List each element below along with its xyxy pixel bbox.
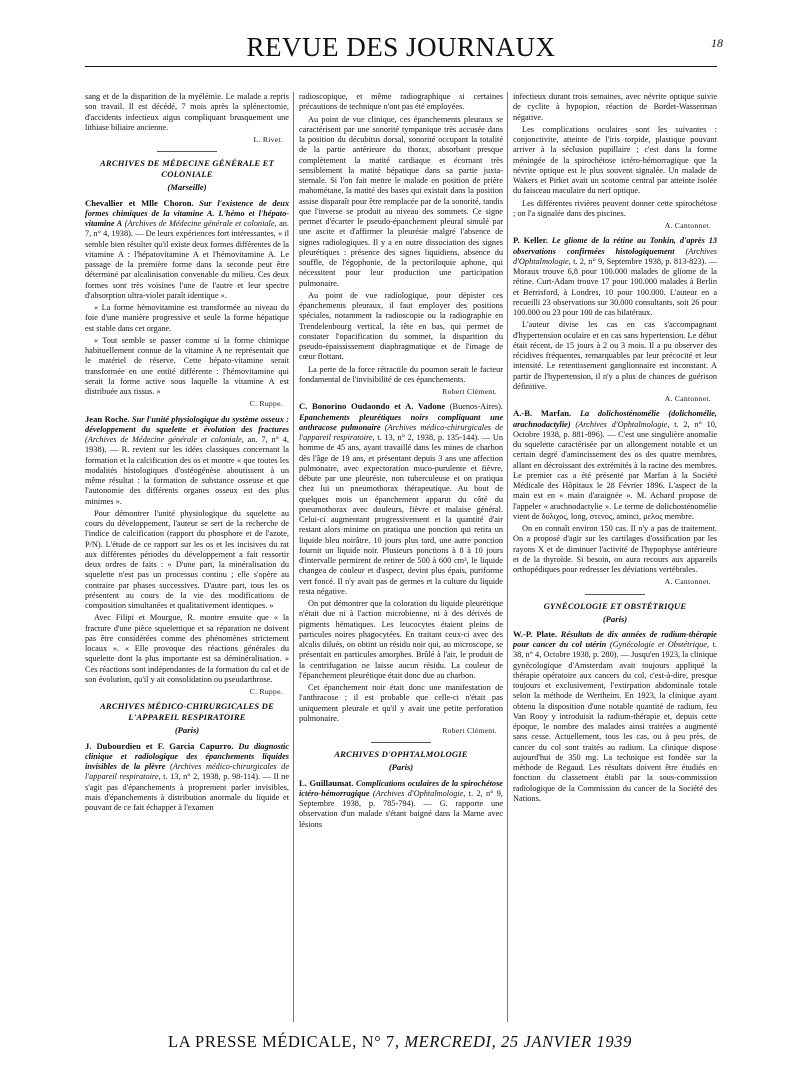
- article-reference: (Archives d'Ophtalmologie,: [575, 419, 670, 429]
- article-authors: Chevallier et Mlle Choron.: [85, 197, 194, 208]
- article-text: De leurs expériences fort intéressantes, « il semble bien résulter qu'il existe deux formes différentes de la vitamine A : l'hépatovitamine A et l'hémovitamine A. Le passage de la première forme dans la seconde peut être déterminé par alcalinisation convenable du milieu. Ces deux formes sont très voisines l'une de l'autre et leur spectre d'absorption ultra-violet paraît identique ».: [85, 229, 289, 300]
- article-title: Le gliome de la rétine au Tonkin, d'après 13 observations confirmées histologiquement: [513, 236, 717, 256]
- signature: L. Rivet.: [253, 135, 283, 144]
- article-reference-number: t. 2, n° 9, Septembre 1938, p. 813-823). —: [573, 256, 717, 266]
- paragraph: « La forme hémovitamine est transformée au niveau du foie d'une manière progressive et seule la forme hépatique est stable dans cet organe.: [85, 303, 289, 333]
- article-title: Sur l'existence de deux formes chimiques de la vitamine A. L'hémo et l'hépato-vitamine A: [85, 198, 289, 228]
- article-abstract: [85, 414, 289, 507]
- article-reference: (Archives d'Ophtalmologie,: [513, 246, 717, 266]
- paragraph: On en connaît environ 150 cas. Il n'y a pas de traitement. On a proposé d'agir sur les cartilages d'ossification par les rayons X et de diminuer l'activité de l'hypophyse antérieure et de la thyroïde. Si besoin, on aura recours aux appareils orthopédiques pour redresser les déviations vertébrales.: [513, 524, 717, 574]
- signature: C. Ruppe.: [249, 687, 283, 696]
- article-columns: [85, 92, 717, 1024]
- article-abstract: [513, 629, 717, 804]
- footer-date: MERCREDI, 25 JANVIER 1939: [404, 1032, 632, 1051]
- column-left: [85, 92, 289, 1024]
- paragraph: sang et de la disparition de la myélémie. Le malade a repris son travail. Il est décédé, 7 mois après la splénectomie, d'accidents infectieux aigus compliquant brusquement une lithiase biliaire ancienne.: [85, 92, 289, 132]
- article-text: Il ne s'agit pas d'épanchements à proprement parler invisibles, mais d'épanchements à distribution anormale du liquide et pouvant de ce fait échapper à l'examen: [85, 772, 289, 812]
- separator-rule: [585, 594, 645, 595]
- article-reference: (Gynécologie et Obstétrique,: [609, 640, 709, 649]
- paragraph: radioscopique, et même radiographique si certaines précautions de technique n'ont pas été employées.: [299, 92, 503, 112]
- article-text: Jusqu'en 1923, la clinique gynécologique d'Amsterdam avait toujours appliqué la thérapie opératoire aux cancers du col, c'est-à-dire, presque toujours et exclusivement, l'extirpation abdominale totale selon la méthode de Wertheim. En 1923, la clinique ayant obtenu la disposition d'une notable quantité de radium, feu Van Rooy y introduisit la radium-thérapie et, depuis cette époque, le nombre des malades ainsi traitées a augmenté sans cesse. Actuellement, tous les cas, ou à peu près, de cancer du col sont traités au radium. La clinique dispose aujourd'hui de 350 mg. La technique est fondée sur la méthode de Regaud. Les résultats doivent être étudiés en fonction du classement établi par la sous-commission radiologique de la Commission du cancer de la Société des Nations.: [513, 650, 717, 803]
- article-reference-number: an. 7, n° 4, 1938). —: [85, 219, 289, 239]
- article-title: Du diagnostic clinique et radiologique des épanchements liquides invisibles de la plèvre: [85, 741, 289, 771]
- signature: C. Ruppe.: [249, 399, 283, 409]
- paragraph: infectieux durant trois semaines, avec névrite optique suivie de cyclite à hypopion, réaction de Bordet-Wasserman négative.: [513, 92, 717, 122]
- article-abstract: [85, 741, 289, 814]
- journal-city: (Paris): [174, 725, 200, 736]
- article-title: Résultats de dix années de radium-thérapie pour cancer du col utérin: [513, 629, 717, 649]
- paragraph: On put démontrer que la coloration du liquide pleurétique n'était due ni à l'action microbienne, ni à des dérivés de pigments hématiques. Les leucocytes étaient pleins de particules noires phagocytées. En traitant ceux-ci avec des alcalis dilués, on obtint un résidu noir qui, au microscope, se présentait en particules amorphes. Brûlé à l'air, le produit de la centrifugation ne laisse aucun résidu. La couleur de l'épanchement pleurétique était donc due au charbon.: [299, 599, 503, 680]
- journal-city: (Paris): [602, 613, 628, 624]
- column-middle: [299, 92, 503, 1024]
- separator-rule: [371, 742, 431, 743]
- article-authors: J. Dubourdieu et F. Garcia Capurro.: [85, 740, 234, 751]
- article-authors: W.-P. Plate.: [513, 628, 558, 639]
- journal-heading: ARCHIVES DE MÉDECINE GÉNÉRALE ET COLONIALE: [99, 158, 275, 180]
- article-reference: (Archives d'Ophtalmologie,: [372, 788, 466, 798]
- article-abstract: [299, 401, 503, 597]
- journal-city: (Paris): [388, 762, 414, 773]
- paragraph: L'auteur divise les cas en cas s'accompagnant d'hypertension oculaire et en cas sans hypertension. Le début était récent, de 15 jours à 2 ou 3 mois. Il a pu observer des récidives fréquentes, remarquables par leur précocité et leur intensité. Le retentissement ganglionnaire est inconstant. A partir de l'hypertension, il n'y a plus de chances de guérison définitive.: [513, 320, 717, 391]
- article-reference-number: t. 13, n° 2, 1938, p. 98-114). —: [163, 772, 271, 782]
- paragraph: Cet épanchement noir était donc une manifestation de l'anthracose ; il est probable que celle-ci n'était pas uniquement pleurale et qu'il y avait une petite perforation pulmonaire.: [299, 683, 503, 723]
- article-authors: Jean Roche.: [85, 413, 130, 424]
- paragraph: « Tout semble se passer comme si la forme chimique habituellement connue de la vitamine A ne représentait que le matériel de réserve. Cette hépato-vitamine serait transformée en une entité différente : l'hémovitamine qui serait la forme active sous laquelle la vitamine A est distribuée aux tissus. »: [85, 335, 289, 396]
- page-header: [85, 30, 723, 67]
- signature: A. Cantonnet.: [664, 394, 711, 403]
- signature: Robert Clément.: [442, 726, 497, 735]
- signature: Robert Clément.: [442, 387, 497, 396]
- article-text: C'est une singulière anomalie du squelette caractérisée par un allongement notable et un certain degré d'amincissement des os des quatre membres, allant en décroissant des extrémités à la racine des membres. Le premier cas a été présenté par Marfan à la Société Médicale des Hôpitaux le 28 Février 1896. L'aspect de la main est en « main d'araignée ». M. Achard propose de l'appeler « arachnodactylie ». Le terme de dolichosténomélie vient de δολιχος, long, στενος, aminci, μελος membre.: [513, 429, 717, 521]
- paragraph: Avec Filipi et Mourgue, R. montre ensuite que « la fracture d'une pièce squelettique et sa réparation ne doivent pas être considérées comme des phénomènes strictement locaux ». « Elle provoque des réactions générales du squelette dont la plus importante est sa déminéralisation. » Ces réactions sont indépendantes de la formation du cal et de son évolution, qu'il y ait consolidation ou pseudarthrose.: [85, 613, 289, 684]
- page-footer: [110, 1030, 690, 1054]
- running-title: REVUE DES JOURNAUX: [246, 32, 556, 62]
- article-reference-number: t. 13, n° 2, 1938, p. 135-144). —: [377, 433, 491, 442]
- page-number: 18: [711, 36, 723, 50]
- paragraph: Au point de vue radiologique, pour dépister ces épanchements pleuraux, il faut employer des positions spéciales, notamment la radioscopie ou la radiographie en Trendelenbourg vertical, la tête en bas, qui permet de constater l'opacification du sommet, la disparition du pseudo-épaississement diaphragmatique et de l'image de cœur flottant.: [299, 290, 503, 362]
- article-reference: (Archives médico-chirurgicales de l'appareil respiratoire,: [299, 422, 503, 442]
- article-reference: (Archives de Médecine générale et coloniale,: [124, 219, 277, 228]
- paragraph: Les différentes rivières peuvent donner cette spirochétose ; on l'a signalée dans des piscines.: [513, 198, 717, 218]
- paragraph: Au point de vue clinique, ces épanchements pleuraux se caractérisent par une sonorité tympanique très accusée dans la position du décubitus dorsal, sonorité occupant la totalité de la partie antérieure du thorax, absorbant presque complètement la matité cardiaque et écornant très sensiblement la matité hépatique dans sa partie juxta-sternale. Si l'on fait mettre le malade en position de prière mahométane, la matité des bases qui existait dans la position assise disparaît pour être remplacée par de la sonorité, tandis que l'inverse se produit au niveau des sommets. Ce signe permet d'écarter le pseudo-épanchement pleural simulé par une ascite et d'affirmer la pleurésie malgré l'absence de signes radiologiques. Il y a en outre dissociation des signes pleurétiques : présence des signes liquidiens, absence du souffle, de l'égophonie, de la pectoriloquie aphone, qui nécessitent pour leur production une participation pulmonaire.: [299, 114, 503, 288]
- article-reference: (Archives de Médecine générale et coloniale,: [85, 435, 244, 444]
- footer-journal: LA PRESSE MÉDICALE, N° 7,: [168, 1032, 400, 1051]
- article-text: G. rapporte une observation d'un malade s'étant baigné dans la Marne avec lésions: [299, 799, 503, 829]
- article-authors: A.-B. Marfan.: [513, 408, 572, 419]
- article-abstract: [299, 778, 503, 830]
- separator-rule: [157, 151, 217, 152]
- article-abstract: [513, 235, 717, 318]
- signature: A. Cantonnet.: [664, 221, 711, 230]
- signature: A. Cantonnet.: [664, 577, 711, 587]
- article-text: Moraux trouve 6,8 pour 100.000 malades de gliome de la rétine. Curt-Adam trouve 17 pour 100.000 malades à Berlin et Berrisford, à Londres, 10 pour 100.000. L'auteur en a recueilli 23 observations sur 30.000 consultants, soit 26 pour 100.000 ou 23 pour 100 de cas bilatéraux.: [513, 267, 717, 317]
- article-authors: C. Bonorino Oudaondo et A. Vadone: [299, 401, 446, 412]
- paragraph: Pour démontrer l'unité physiologique du squelette au cours du développement, l'auteur se sert de la recherche de l'indice de calcification (rapport du phosphore et de l'azote, P/N). L'étude de ce rapport sur les os et les incisives du rat aux différentes périodes du développement a fait ressortir deux ordres de faits : « D'une part, la minéralisation du squelette n'est pas un processus continu ; elle s'opère au contraire par phases successives. D'autre part, tous les os présentent au cours de la vie des modifications de composition simultanées et qualitativement identiques. »: [85, 508, 289, 610]
- journal-heading: ARCHIVES D'OPHTALMOLOGIE: [334, 749, 468, 760]
- article-title: La dolichosténomélie (dolichomélie, arachnodactylie): [513, 409, 717, 429]
- journal-city: (Marseille): [167, 182, 207, 193]
- column-right: [513, 92, 717, 1024]
- article-reference-number: an. 7, n° 4, 1938). —: [85, 435, 289, 455]
- article-reference-number: t. 2, n° 10, Octobre 1938, p. 881-896). —: [513, 419, 717, 439]
- article-abstract: [513, 408, 717, 522]
- article-text: Un homme de 45 ans, ayant travaillé dans les mines de charbon dès l'âge de 19 ans, et présentant depuis 3 ans une affection pulmonaire, avec expectoration muco-purulente et fièvre, débute par une pleurésie, non tuberculeuse et on pratiqua chez lui un pneumothorax thérapeutique. Au bout de quelques mois un épanchement apparut du côté du pneumothorax avec douleurs, fièvre et malaise général. Celui-ci augmentant progressivement et la quantité d'air restant alors minime on pratiqua une ponction qui retira un liquide bleu noirâtre. 10 jours plus tard, une autre ponction fournit un liquide noir. Plusieurs ponctions à 8 à 10 jours d'intervalle permirent de retirer de 500 à 600 cm³, le liquide changea de couleur et d'aspect, devint plus épais, puriforme vert foncé. Il n'y avait pas de germes et la culture du liquide resta négative.: [299, 433, 503, 596]
- article-title: Epanchements pleurétiques noirs compliquant une anthracose pulmonaire: [299, 412, 503, 432]
- article-reference-number: t. 2, n° 9, Septembre 1938, p. 785-794). —: [299, 788, 503, 808]
- journal-heading: ARCHIVES MÉDICO-CHIRURGICALES DE L'APPAREIL RESPIRATOIRE: [99, 701, 275, 723]
- article-title: Sur l'unité physiologique du système osseux : développement du squelette et évolution des fractures: [85, 414, 289, 434]
- journal-heading: GYNÉCOLOGIE ET OBSTÉTRIQUE: [543, 600, 687, 611]
- article-reference: (Archives médico-chirurgicales de l'appareil respiratoire,: [85, 762, 289, 782]
- article-authors: L. Guillaumat.: [299, 777, 354, 788]
- paragraph: La perte de la force rétractile du poumon serait le facteur fondamental de l'invisibilité de ces épanchements.: [299, 364, 503, 384]
- article-title: Complications oculaires de la spirochétose ictéro-hémorragique: [299, 778, 503, 798]
- article-abstract: [85, 198, 289, 302]
- article-text: R. revient sur les idées classiques concernant la formation et la calcification des os et montre « que toutes les modalités histologiques d'ostéogénèse aboutissent à un même résultat : la formation de substance osseuse et que l'autonomie des différents organes osseux est des plus minimes ».: [85, 445, 289, 506]
- article-city: (Buenos-Aires).: [449, 402, 503, 412]
- article-reference-number: t. 38, n° 4, Octobre 1938, p. 280). —: [513, 640, 717, 660]
- article-authors: P. Keller.: [513, 235, 548, 246]
- paragraph: Les complications oculaires sont les suivantes : conjonctivite, atteinte de l'iris torpide, plastique pouvant arriver à la séclusion pupillaire ; c'est dans la forme méningée de la spirochétose ictéro-hémorragique que la névrite optique est le plus souvent signalée. Un malade de Wakers et Pirket avait un scotome central par atteinte isolée du faisceau maculaire du nerf optique.: [513, 124, 717, 196]
